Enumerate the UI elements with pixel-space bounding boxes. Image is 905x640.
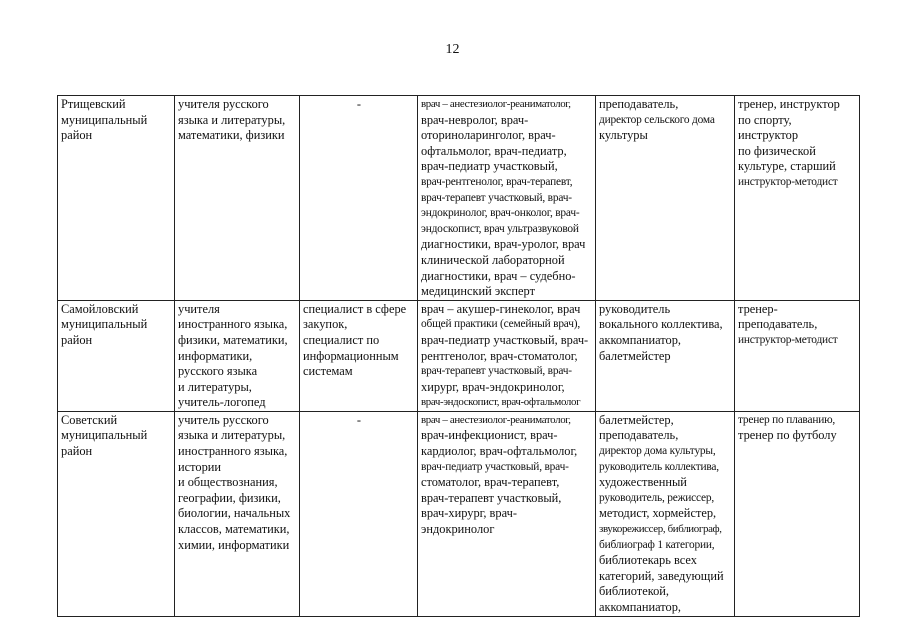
cell-line: район: [61, 128, 93, 143]
cell-line: диагностики, врач-уролог, врач: [421, 237, 586, 252]
cell-line: руководитель: [599, 301, 671, 316]
specialists-cell: [300, 300, 418, 411]
cell-line: системам: [303, 364, 353, 379]
cell-line: район: [61, 444, 93, 459]
cell-line: эндокринолог: [421, 522, 495, 537]
cell-line: учителя: [178, 301, 220, 316]
doctors-cell: [418, 96, 596, 301]
cell-line: закупок,: [303, 317, 348, 332]
cell-line: врач – акушер-гинеколог, врач: [421, 301, 581, 316]
cell-line: истории: [178, 459, 222, 474]
vacancies-table: [57, 95, 860, 617]
cell-line: информационным: [303, 348, 399, 363]
cell-line: балетмейстер: [599, 348, 671, 363]
cell-line: врач – анестезиолог-реаниматолог,: [421, 98, 571, 110]
cell-line: инструктор: [738, 128, 799, 143]
cell-line: клинической лабораторной: [421, 252, 565, 267]
cell-line: культуры: [599, 128, 648, 143]
cell-line: эндокринолог, врач-онколог, врач-: [421, 207, 580, 220]
teachers-cell: [175, 411, 300, 616]
cell-line: муниципальный: [61, 428, 148, 443]
table-row: [58, 96, 860, 301]
cell-line: тренер-: [738, 301, 778, 316]
teachers-cell: [175, 96, 300, 301]
cell-line: диагностики, врач – судебно-: [421, 268, 576, 283]
cell-line: муниципальный: [61, 317, 148, 332]
cell-line: русского языка: [178, 364, 258, 379]
cell-line: врач-терапевт участковый, врач-: [421, 365, 572, 378]
cell-line: иностранного языка,: [178, 317, 288, 332]
cell-line: тренер по плаванию,: [738, 413, 836, 426]
doctors-cell: [418, 300, 596, 411]
cell-line: аккомпаниатор,: [599, 332, 682, 347]
teachers-cell: [175, 300, 300, 411]
cell-line: -: [356, 97, 362, 111]
cell-line: оториноларинголог, врач-: [421, 128, 556, 143]
cell-line: балетмейстер,: [599, 412, 674, 427]
cell-line: специалист в сфере: [303, 301, 407, 316]
cell-line: культуре, старший: [738, 159, 836, 174]
cell-line: директор дома культуры,: [599, 445, 716, 458]
cell-line: врач-терапевт участковый,: [421, 490, 562, 505]
cell-line: тренер, инструктор: [738, 97, 840, 111]
cell-line: врач-хирург, врач-: [421, 506, 517, 521]
sport-cell: [735, 300, 860, 411]
cell-line: врач-рентгенолог, врач-терапевт,: [421, 175, 573, 188]
cell-line: по спорту,: [738, 112, 792, 127]
cell-line: руководитель коллектива,: [599, 460, 719, 473]
specialists-cell: [300, 411, 418, 616]
cell-line: преподаватель,: [599, 428, 679, 443]
district-cell: [58, 300, 175, 411]
district-cell: [58, 96, 175, 301]
cell-line: аккомпаниатор,: [599, 600, 682, 614]
cell-line: Самойловский: [61, 301, 139, 316]
cell-line: библиотекой,: [599, 584, 670, 599]
sport-cell: [735, 411, 860, 616]
cell-line: муниципальный: [61, 112, 148, 127]
cell-line: языка и литературы,: [178, 428, 286, 443]
culture-cell: [596, 96, 735, 301]
cell-line: библиотекарь всех: [599, 553, 697, 568]
cell-line: район: [61, 332, 93, 347]
cell-line: Ртищевский: [61, 97, 126, 111]
cell-line: директор сельского дома: [599, 113, 715, 126]
doctors-cell: [418, 411, 596, 616]
cell-line: врач-педиатр участковый, врач-: [421, 332, 589, 347]
cell-line: кардиолог, врач-офтальмолог,: [421, 444, 578, 459]
cell-line: учителя русского: [178, 97, 269, 111]
cell-line: хирург, врач-эндокринолог,: [421, 379, 565, 394]
table-row: [58, 411, 860, 616]
cell-line: химии, информатики: [178, 537, 290, 552]
cell-line: и обществознания,: [178, 475, 278, 490]
cell-line: географии, физики,: [178, 490, 281, 505]
cell-line: врач-педиатр участковый,: [421, 159, 558, 174]
cell-line: офтальмолог, врач-педиатр,: [421, 143, 567, 158]
cell-line: биологии, начальных: [178, 506, 291, 521]
cell-line: тренер по футболу: [738, 428, 837, 443]
cell-line: звукорежиссер, библиограф,: [599, 523, 722, 536]
cell-line: врач-эндоскопист, врач-офтальмолог: [421, 396, 581, 409]
cell-line: врач – анестезиолог-реаниматолог,: [421, 413, 571, 426]
page-number: 12: [445, 42, 460, 57]
cell-line: общей практики (семейный врач),: [421, 318, 580, 331]
cell-line: библиограф 1 категории,: [599, 538, 715, 551]
cell-line: преподаватель,: [599, 97, 679, 111]
cell-line: стоматолог, врач-терапевт,: [421, 475, 560, 490]
table-row: [58, 300, 860, 411]
cell-line: информатики,: [178, 348, 253, 363]
cell-line: специалист по: [303, 332, 380, 347]
cell-line: инструктор-методист: [738, 333, 838, 346]
cell-line: иностранного языка,: [178, 444, 288, 459]
cell-line: математики, физики: [178, 128, 285, 143]
cell-line: инструктор-методист: [738, 175, 838, 188]
cell-line: врач-терапевт участковый, врач-: [421, 191, 572, 204]
cell-line: категорий, заведующий: [599, 568, 724, 583]
cell-line: вокального коллектива,: [599, 317, 723, 332]
cell-line: врач-педиатр участковый, врач-: [421, 460, 569, 473]
cell-line: врач-невролог, врач-: [421, 112, 529, 127]
culture-cell: [596, 300, 735, 411]
cell-line: преподаватель,: [738, 317, 818, 332]
cell-line: классов, математики,: [178, 522, 290, 537]
cell-line: -: [356, 412, 362, 427]
cell-line: врач-инфекционист, врач-: [421, 428, 558, 443]
cell-line: медицинский эксперт: [421, 284, 535, 299]
cell-line: художественный: [599, 475, 687, 490]
cell-line: учитель русского: [178, 412, 269, 427]
cell-line: методист, хормейстер,: [599, 506, 717, 521]
cell-line: физики, математики,: [178, 332, 288, 347]
cell-line: эндоскопист, врач ультразвуковой: [421, 222, 579, 235]
cell-line: языка и литературы,: [178, 112, 286, 127]
cell-line: и литературы,: [178, 379, 252, 394]
specialists-cell: [300, 96, 418, 301]
cell-line: рентгенолог, врач-стоматолог,: [421, 348, 578, 363]
cell-line: Советский: [61, 412, 118, 427]
cell-line: руководитель, режиссер,: [599, 491, 715, 504]
cell-line: по физической: [738, 143, 816, 158]
cell-line: учитель-логопед: [178, 395, 266, 410]
district-cell: [58, 411, 175, 616]
culture-cell: [596, 411, 735, 616]
sport-cell: [735, 96, 860, 301]
